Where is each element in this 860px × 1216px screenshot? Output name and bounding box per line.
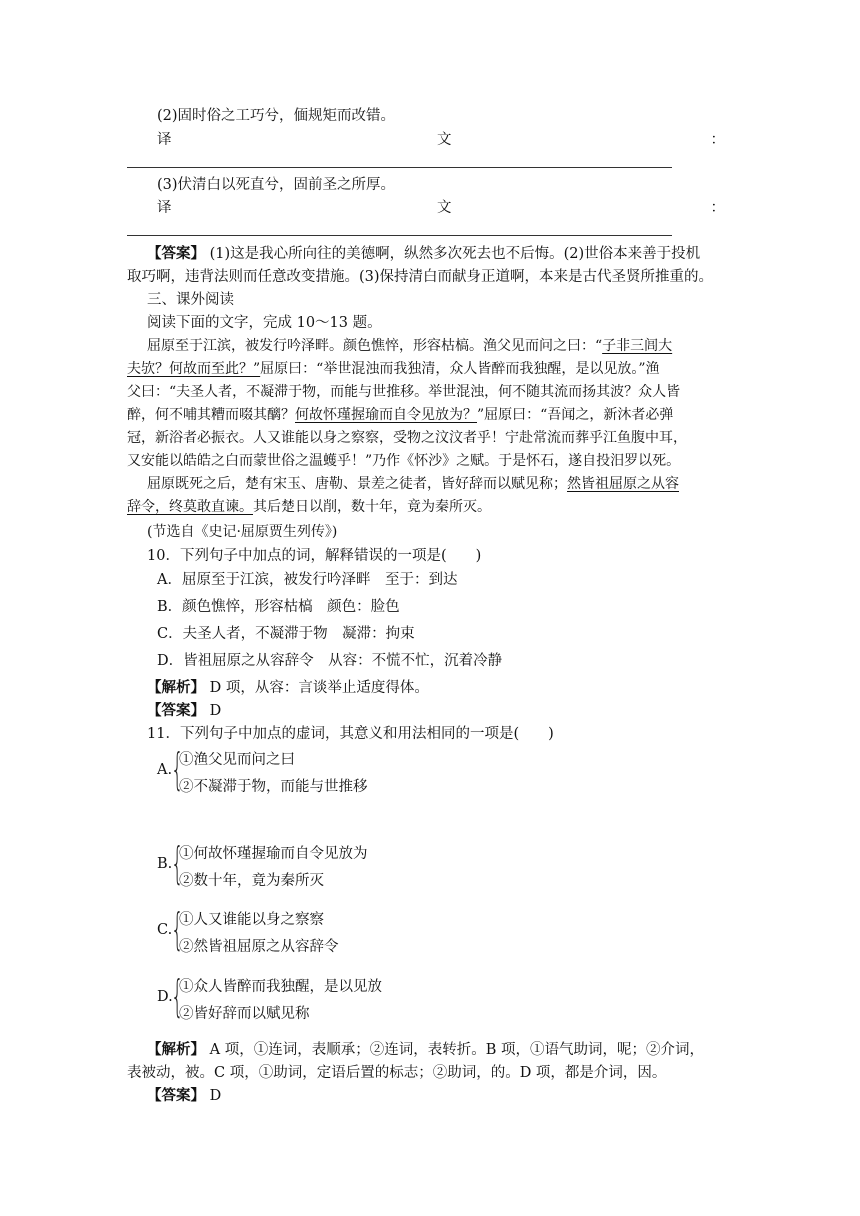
analysis-label: 【解析】 [147, 679, 205, 696]
translation-label-yi: 译 [157, 200, 172, 216]
option-item: ①渔父见而问之曰 [179, 752, 295, 768]
question-10-stem: 10．下列句子中加点的词，解释错误的一项是( ) [147, 548, 482, 564]
answer-blank-line-2[interactable] [127, 167, 672, 168]
underlined-sentence: 然皆祖屈原之从容 [567, 476, 679, 492]
option-letter: D. [157, 989, 173, 1005]
passage-text: 其后楚日以削，数十年，竟为秦所灭。 [253, 499, 491, 515]
option-c[interactable]: C．夫圣人者，不凝滞于物 凝滞：拘束 [157, 626, 415, 642]
translation-colon: ： [710, 132, 725, 148]
passage-line [127, 359, 737, 379]
answer-text: (1)这是我心所向往的美德啊，纵然多次死去也不后悔。(2)世俗本来善于投机 [209, 246, 701, 262]
option-d[interactable]: D．皆祖屈原之从容辞令 从容：不慌不忙，沉着冷静 [157, 653, 503, 669]
underlined-sentence: 辞令，终莫敢直谏。 [127, 499, 253, 515]
answer-11 [147, 1086, 757, 1106]
option-letter: C. [157, 922, 173, 938]
brace-icon: { [171, 971, 184, 1022]
underlined-sentence: 何故怀瑾握瑜而自令见放为？ [295, 407, 477, 423]
passage-line [127, 497, 737, 517]
passage-text: 屈原既死之后，楚有宋玉、唐勒、景差之徒者，皆好辞而以赋见称； [147, 476, 567, 492]
underlined-sentence: 子非三闾大 [602, 338, 673, 354]
option-letter: A. [157, 762, 173, 778]
question-2-line: (2)固时俗之工巧兮，偭规矩而改错。 [157, 108, 396, 124]
option-b[interactable]: B．颜色憔悴，形容枯槁 颜色：脸色 [157, 599, 400, 615]
brace-icon: { [171, 838, 184, 889]
answer-value: D [209, 1088, 222, 1104]
option-letter: B. [157, 856, 173, 872]
brace-icon: { [171, 904, 184, 955]
answer-line-1 [147, 244, 747, 264]
answer-label: 【答案】 [147, 245, 205, 262]
passage-line [127, 405, 737, 425]
passage-line: 父曰：“夫圣人者，不凝滞于物，而能与世推移。举世混浊，何不随其流而扬其波？众人皆 [127, 384, 681, 400]
translation-label-wen: 文 [437, 200, 452, 216]
analysis-text: A 项，①连词，表顺承；②连词，表转折。B 项，①语气助词，呢；②介词， [209, 1042, 704, 1058]
translation-colon: ： [710, 200, 725, 216]
passage-line [147, 474, 737, 494]
passage-text: 屈原曰：“举世混浊而我独清，众人皆醉而我独醒，是以见放。”渔 [260, 361, 660, 377]
analysis-text: D 项，从容：言谈举止适度得体。 [209, 680, 429, 696]
section-heading: 三、课外阅读 [147, 292, 234, 308]
analysis-11-line-1 [147, 1040, 747, 1060]
translation-label-wen: 文 [437, 132, 452, 148]
answer-label: 【答案】 [147, 702, 205, 719]
passage-line: 冠，新浴者必振衣。人又谁能以身之察察，受物之汶汶者乎！宁赴常流而葬乎江鱼腹中耳， [127, 430, 687, 446]
answer-line-2: 取巧啊，违背法则而任意改变措施。(3)保持清白而献身正道啊，本来是古代圣贤所推重的。 [127, 269, 714, 285]
answer-10 [147, 701, 757, 721]
analysis-10 [147, 678, 757, 698]
passage-line [147, 336, 737, 356]
question-3-line: (3)伏清白以死直兮，固前圣之所厚。 [157, 177, 396, 193]
answer-label: 【答案】 [147, 1087, 205, 1104]
option-a[interactable]: A．屈原至于江滨，被发行吟泽畔 至于：到达 [157, 572, 458, 588]
passage-source: (节选自《史记·屈原贾生列传》) [147, 524, 338, 540]
analysis-11-line-2: 表被动，被。C 项，①助词，定语后置的标志；②助词，的。D 项，都是介词，因。 [127, 1065, 667, 1081]
answer-value: D [209, 703, 222, 719]
translation-prompt-3 [157, 198, 737, 218]
passage-text: ”屈原曰：“吾闻之，新沐者必弹 [477, 407, 674, 423]
passage-text: 醉，何不哺其糟而啜其醨？ [127, 407, 295, 423]
passage-line: 又安能以皓皓之白而蒙世俗之温蠖乎！”乃作《怀沙》之赋。于是怀石，遂自投汨罗以死。 [127, 453, 681, 469]
analysis-label: 【解析】 [147, 1041, 205, 1058]
question-11-stem: 11．下列句子中加点的虚词，其意义和用法相同的一项是( ) [147, 726, 554, 742]
translation-label-yi: 译 [157, 132, 172, 148]
option-item: ①人又谁能以身之察察 [179, 912, 324, 928]
option-item: ②然皆祖屈原之从容辞令 [179, 939, 339, 955]
option-item: ②不凝滞于物，而能与世推移 [179, 779, 368, 795]
passage-text: 屈原至于江滨，被发行吟泽畔。颜色憔悴，形容枯槁。渔父见而问之曰：“ [147, 338, 603, 354]
option-item: ①何故怀瑾握瑜而自令见放为 [179, 846, 368, 862]
answer-blank-line-3[interactable] [127, 235, 672, 236]
brace-icon: { [171, 744, 184, 795]
option-item: ②数十年，竟为秦所灭 [179, 873, 324, 889]
reading-instruction: 阅读下面的文字，完成 10～13 题。 [147, 315, 382, 331]
option-item: ②皆好辞而以赋见称 [179, 1006, 310, 1022]
underlined-sentence: 夫欤？何故而至此？” [127, 361, 261, 377]
option-item: ①众人皆醉而我独醒，是以见放 [179, 979, 382, 995]
translation-prompt-2 [157, 130, 737, 150]
